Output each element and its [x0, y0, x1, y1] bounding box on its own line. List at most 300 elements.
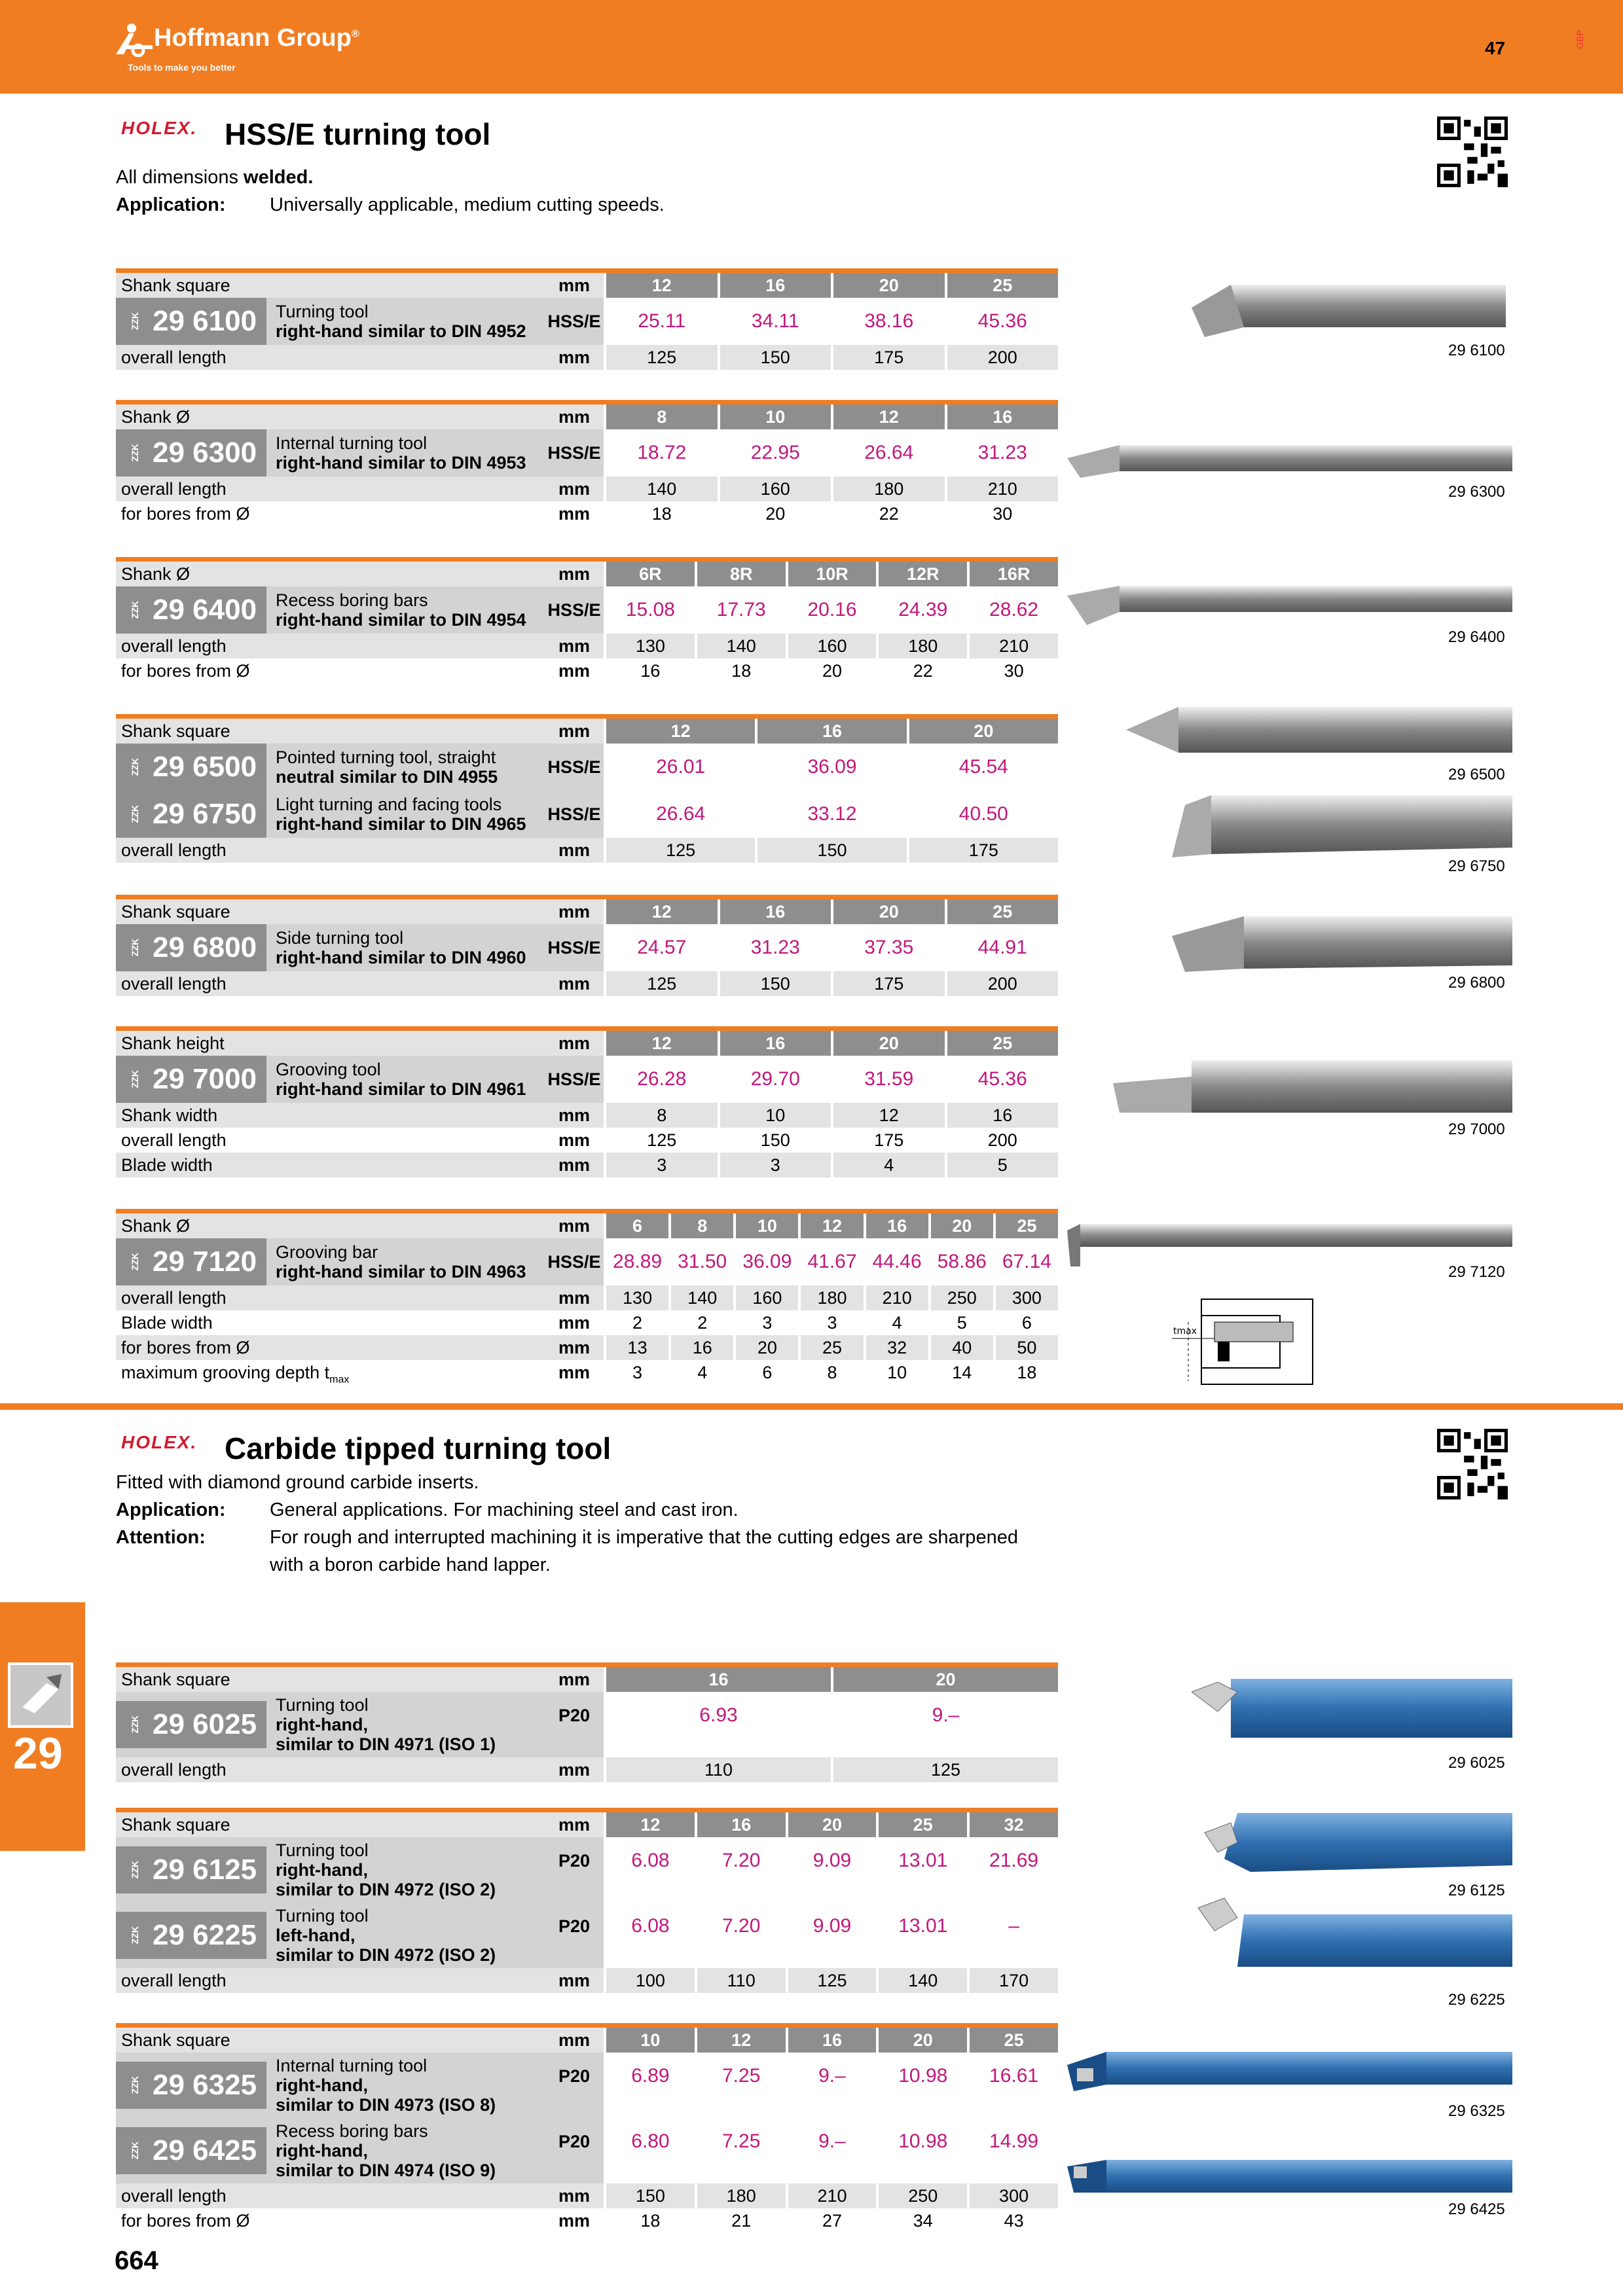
row-unit: mm [558, 2186, 590, 2206]
row-label: overall length [121, 840, 227, 860]
article-row[interactable] [116, 924, 1058, 971]
size-cell: 25 [967, 2028, 1058, 2053]
price-cell: 26.64 [604, 791, 755, 838]
row-label: for bores from Ø [121, 2211, 250, 2231]
carbide-turning-tool-image [1198, 1806, 1512, 1878]
price-cell: 25.11 [604, 298, 718, 345]
row-label: for bores from Ø [121, 661, 250, 681]
article-caption: 29 6400 [1448, 628, 1505, 646]
value-cell: 5 [928, 1310, 993, 1335]
table-row [116, 476, 1058, 501]
qr-code-icon[interactable] [1437, 1429, 1508, 1499]
size-cell: 12 [604, 719, 755, 744]
chapter-number: 29 [13, 1729, 63, 1778]
price-cell: 31.23 [718, 924, 831, 971]
value-cell: 3 [604, 1153, 718, 1177]
section-title: Carbide tipped turning tool [225, 1431, 611, 1465]
price-cell: 7.20 [695, 1903, 786, 1968]
price-cell: 41.67 [798, 1238, 863, 1285]
size-cell: 16 [718, 899, 831, 924]
article-description: Grooving tool right-hand similar to DIN 4961 [276, 1060, 526, 1099]
row-label: Shank square [121, 276, 230, 295]
value-cell: 43 [967, 2208, 1058, 2233]
size-cell: 20 [831, 1667, 1058, 1692]
size-cell: 12 [604, 1031, 718, 1056]
material-grade: HSS/E [547, 600, 601, 620]
article-info [116, 1238, 545, 1285]
price-cell: 38.16 [831, 298, 945, 345]
table-row [116, 1310, 1058, 1335]
price-cell: 67.14 [993, 1238, 1058, 1285]
value-cell: 210 [786, 2183, 877, 2208]
price-cell: 24.57 [604, 924, 718, 971]
price-cell: 37.35 [831, 924, 945, 971]
size-cell: 25 [993, 1213, 1058, 1238]
holex-logo: HOLEX. [121, 118, 198, 138]
size-cell: 16 [604, 1667, 831, 1692]
intro-field: Application: Universally applicable, medium cutting speeds. [116, 194, 665, 215]
price-cell: 45.36 [945, 1056, 1059, 1103]
light-turning-tool-image [1172, 792, 1512, 861]
row-unit: mm [558, 1363, 590, 1382]
qr-code-icon[interactable] [1437, 117, 1508, 187]
article-caption: 29 6800 [1448, 974, 1505, 992]
row-label: Shank square [121, 2030, 230, 2050]
value-cell: 125 [831, 1757, 1058, 1782]
article-number[interactable]: ZZK 29 6425 [116, 2127, 266, 2174]
row-label: overall length [121, 636, 227, 656]
row-unit: mm [558, 564, 590, 584]
article-number[interactable]: ZZK 29 7120 [116, 1238, 266, 1285]
article-info [116, 791, 545, 838]
price-cell: 45.54 [907, 744, 1058, 791]
value-cell: 300 [993, 1285, 1058, 1310]
article-description: Side turning tool right-hand similar to DIN 4960 [276, 928, 526, 967]
value-cell: 10 [718, 1103, 831, 1128]
grooving-bar-image [1067, 1217, 1512, 1266]
price-cell: 29.70 [718, 1056, 831, 1103]
article-caption: 29 6325 [1448, 2102, 1505, 2120]
row-unit: mm [558, 1313, 590, 1333]
value-cell: 18 [695, 658, 786, 683]
article-number[interactable]: ZZK 29 6100 [116, 298, 266, 345]
value-cell: 30 [945, 501, 1059, 526]
article-row[interactable] [116, 586, 1058, 634]
value-cell: 175 [831, 1128, 945, 1153]
article-caption: 29 6100 [1448, 342, 1505, 359]
table-row [116, 1128, 1058, 1153]
value-cell: 20 [718, 501, 831, 526]
turning-tool-image [1152, 275, 1506, 340]
value-cell: 18 [993, 1360, 1058, 1385]
language-code: GBP [1574, 29, 1585, 49]
value-cell: 200 [945, 1128, 1059, 1153]
table-header-row [116, 719, 1058, 744]
carbide-turning-tool-left-image [1192, 1895, 1512, 1970]
value-cell: 32 [864, 1335, 928, 1360]
size-cell: 16 [695, 1812, 786, 1837]
value-cell: 140 [604, 476, 718, 501]
price-cell: 6.93 [604, 1692, 831, 1757]
article-info [116, 586, 545, 634]
price-cell: 10.98 [876, 2053, 967, 2118]
value-cell: 4 [668, 1360, 733, 1385]
value-cell: 2 [604, 1310, 668, 1335]
price-cell: 16.61 [967, 2053, 1058, 2118]
article-row[interactable] [116, 791, 1058, 838]
size-cell: 25 [945, 899, 1059, 924]
price-cell: 28.89 [604, 1238, 668, 1285]
table-row [116, 838, 1058, 863]
table-header-row [116, 1213, 1058, 1238]
size-cell: 16 [864, 1213, 928, 1238]
article-row[interactable] [116, 1238, 1058, 1285]
row-unit: mm [558, 276, 590, 295]
size-cell: 12 [604, 273, 718, 298]
row-unit: mm [558, 1105, 590, 1125]
material-grade: P20 [558, 1851, 591, 1871]
row-label: overall length [121, 1130, 227, 1150]
value-cell: 3 [798, 1310, 863, 1335]
value-cell: 140 [876, 1968, 967, 1993]
row-unit: mm [558, 974, 590, 994]
article-caption: 29 6300 [1448, 483, 1505, 501]
price-cell: 21.69 [967, 1837, 1058, 1903]
price-cell: 15.08 [604, 586, 695, 634]
value-cell: 16 [945, 1103, 1059, 1128]
value-cell: 160 [718, 476, 831, 501]
article-info [116, 429, 545, 476]
product-table [116, 1808, 1058, 1993]
table-row [116, 501, 1058, 526]
value-cell: 6 [733, 1360, 798, 1385]
value-cell: 150 [718, 1128, 831, 1153]
material-grade: HSS/E [547, 312, 601, 331]
article-row[interactable] [116, 1903, 1058, 1968]
material-grade: HSS/E [547, 1069, 601, 1089]
price-cell: 9.– [786, 2053, 877, 2118]
row-label: for bores from Ø [121, 1338, 250, 1357]
size-cell: 20 [907, 719, 1058, 744]
article-row[interactable] [116, 1837, 1058, 1903]
size-cell: 20 [928, 1213, 993, 1238]
article-row[interactable] [116, 1056, 1058, 1103]
value-cell: 22 [876, 658, 967, 683]
size-cell: 12 [798, 1213, 863, 1238]
article-row[interactable] [116, 2118, 1058, 2183]
table-header-row [116, 1667, 1058, 1692]
row-label: Shank Ø [121, 407, 191, 427]
value-cell: 175 [907, 838, 1058, 863]
price-cell: 31.59 [831, 1056, 945, 1103]
article-info [116, 1903, 545, 1968]
article-row[interactable] [116, 2053, 1058, 2118]
product-table [116, 557, 1058, 683]
size-cell: 20 [831, 1031, 945, 1056]
row-unit: mm [558, 1288, 590, 1308]
value-cell: 150 [718, 971, 831, 996]
row-label: Blade width [121, 1155, 213, 1175]
size-cell: 16R [967, 562, 1058, 586]
value-cell: 12 [831, 1103, 945, 1128]
value-cell: 10 [864, 1360, 928, 1385]
catalog-page-number: 47 [1485, 38, 1506, 58]
page-header [0, 0, 1623, 94]
article-number[interactable]: ZZK 29 6400 [116, 586, 266, 634]
value-cell: 6 [993, 1310, 1058, 1335]
carbide-turning-tool-image [1192, 1672, 1512, 1748]
value-cell: 3 [718, 1153, 831, 1177]
value-cell: 50 [993, 1335, 1058, 1360]
value-cell: 175 [831, 345, 945, 370]
size-cell: 12R [876, 562, 967, 586]
article-description: Grooving bar right-hand similar to DIN 4963 [276, 1242, 526, 1282]
article-caption: 29 6025 [1448, 1754, 1505, 1772]
row-label: overall length [121, 1760, 227, 1780]
value-cell: 4 [831, 1153, 945, 1177]
article-caption: 29 6225 [1448, 1991, 1505, 2009]
value-cell: 125 [786, 1968, 877, 1993]
price-cell: 26.28 [604, 1056, 718, 1103]
article-row[interactable] [116, 744, 1058, 791]
article-number[interactable]: ZZK 29 6300 [116, 429, 266, 476]
value-cell: 14 [928, 1360, 993, 1385]
price-cell: 44.91 [945, 924, 1059, 971]
table-header-row [116, 273, 1058, 298]
value-cell: 3 [604, 1360, 668, 1385]
material-grade: P20 [558, 1706, 591, 1725]
article-info [116, 924, 545, 971]
article-info [116, 1692, 545, 1757]
row-unit: mm [558, 1338, 590, 1357]
value-cell: 130 [604, 1285, 668, 1310]
row-unit: mm [558, 661, 590, 681]
row-label: overall length [121, 2186, 227, 2206]
intro-line: All dimensions welded. [116, 167, 314, 188]
article-description: Light turning and facing tools right-hand similar to DIN 4965 [276, 795, 526, 834]
size-cell: 12 [604, 1812, 695, 1837]
row-label: Shank width [121, 1105, 218, 1125]
value-cell: 20 [786, 658, 877, 683]
table-row [116, 1285, 1058, 1310]
row-label: Shank height [121, 1033, 225, 1053]
value-cell: 125 [604, 838, 755, 863]
value-cell: 8 [604, 1103, 718, 1128]
value-cell: 140 [695, 634, 786, 658]
value-cell: 18 [604, 2208, 695, 2233]
value-cell: 160 [786, 634, 877, 658]
size-cell: 10 [733, 1213, 798, 1238]
table-row [116, 634, 1058, 658]
value-cell: 2 [668, 1310, 733, 1335]
article-caption: 29 7120 [1448, 1263, 1505, 1281]
value-cell: 40 [928, 1335, 993, 1360]
price-cell: 18.72 [604, 429, 718, 476]
price-cell: 17.73 [695, 586, 786, 634]
holex-logo: HOLEX. [121, 1432, 198, 1452]
article-number[interactable]: ZZK 29 6025 [116, 1701, 266, 1748]
article-description: Recess boring bars right-hand similar to DIN 4954 [276, 590, 526, 630]
value-cell: 150 [755, 838, 906, 863]
size-cell: 25 [876, 1812, 967, 1837]
value-cell: 150 [604, 2183, 695, 2208]
article-number[interactable]: ZZK 29 6800 [116, 924, 266, 971]
row-unit: mm [558, 2211, 590, 2231]
row-label: Shank Ø [121, 564, 191, 584]
brand-tagline: Tools to make you better [128, 62, 236, 73]
table-row [116, 1103, 1058, 1128]
value-cell: 25 [798, 1335, 863, 1360]
row-label: maximum grooving depth $t_{max}$ [121, 1363, 350, 1385]
table-header-row [116, 562, 1058, 586]
section-divider [0, 1403, 1623, 1410]
product-table [116, 2023, 1058, 2233]
value-cell: 21 [695, 2208, 786, 2233]
price-cell: 13.01 [876, 1903, 967, 1968]
row-unit: mm [558, 1971, 590, 1990]
article-description: Internal turning tool right-hand, similar to DIN 4973 (ISO 8) [276, 2056, 496, 2115]
value-cell: 180 [831, 476, 945, 501]
row-label: overall length [121, 1288, 227, 1308]
intro-line: Fitted with diamond ground carbide inserts. [116, 1472, 479, 1493]
value-cell: 4 [864, 1310, 928, 1335]
size-cell: 10R [786, 562, 877, 586]
row-unit: mm [558, 721, 590, 741]
value-cell: 18 [604, 501, 718, 526]
row-label: overall length [121, 1971, 227, 1990]
material-grade: HSS/E [547, 443, 601, 463]
value-cell: 3 [733, 1310, 798, 1335]
value-cell: 125 [604, 1128, 718, 1153]
row-unit: mm [558, 1033, 590, 1053]
price-cell: 7.20 [695, 1837, 786, 1903]
carbide-internal-tool-image [1067, 2045, 1512, 2098]
price-cell: 10.98 [876, 2118, 967, 2183]
price-cell: 7.25 [695, 2118, 786, 2183]
article-info [116, 744, 545, 791]
row-label: Blade width [121, 1313, 213, 1333]
product-table [116, 1026, 1058, 1177]
article-caption: 29 6125 [1448, 1882, 1505, 1899]
value-cell: 210 [945, 476, 1059, 501]
brand-name: Hoffmann Group [154, 24, 352, 52]
value-cell: 30 [967, 658, 1058, 683]
turning-tool-chapter-icon [8, 1662, 73, 1728]
size-cell: 10 [718, 404, 831, 429]
price-cell: 58.86 [928, 1238, 993, 1285]
price-cell: 31.23 [945, 429, 1059, 476]
size-cell: 8R [695, 562, 786, 586]
article-info [116, 2118, 545, 2183]
product-table [116, 400, 1058, 526]
table-header-row [116, 1812, 1058, 1837]
value-cell: 160 [733, 1285, 798, 1310]
material-grade: HSS/E [547, 1252, 601, 1272]
product-table [116, 1209, 1058, 1385]
article-number[interactable]: ZZK 29 6125 [116, 1846, 266, 1893]
article-number[interactable]: ZZK 29 6750 [116, 791, 266, 838]
size-cell: 16 [945, 404, 1059, 429]
side-turning-tool-image [1172, 910, 1512, 978]
value-cell: 210 [967, 634, 1058, 658]
price-cell: 6.80 [604, 2118, 695, 2183]
article-description: Turning tool right-hand, similar to DIN 4972 (ISO 2) [276, 1840, 496, 1899]
product-table [116, 1662, 1058, 1782]
table-header-row [116, 1031, 1058, 1056]
size-cell: 16 [718, 1031, 831, 1056]
value-cell: 110 [695, 1968, 786, 1993]
price-cell: 28.62 [967, 586, 1058, 634]
row-label: Shank square [121, 902, 230, 922]
price-cell: 40.50 [907, 791, 1058, 838]
table-row [116, 1360, 1058, 1385]
article-number[interactable]: ZZK 29 6325 [116, 2062, 266, 2109]
value-cell: 180 [695, 2183, 786, 2208]
row-label: overall length [121, 479, 227, 499]
price-cell: 9.09 [786, 1837, 877, 1903]
row-unit: mm [558, 348, 590, 367]
article-description: Pointed turning tool, straight neutral similar to DIN 4955 [276, 747, 498, 787]
size-cell: 8 [668, 1213, 733, 1238]
article-row[interactable] [116, 1692, 1058, 1757]
row-unit: mm [558, 1760, 590, 1780]
article-number[interactable]: ZZK 29 7000 [116, 1056, 266, 1103]
intro-field: Attention: For rough and interrupted machining it is imperative that the cutting edges are sharpened [116, 1527, 1018, 1548]
value-cell: 110 [604, 1757, 831, 1782]
table-header-row [116, 404, 1058, 429]
table-row [116, 1335, 1058, 1360]
value-cell: 16 [668, 1335, 733, 1360]
value-cell: 130 [604, 634, 695, 658]
price-cell: 9.– [786, 2118, 877, 2183]
row-unit: mm [558, 504, 590, 524]
price-cell: – [967, 1903, 1058, 1968]
row-label: Shank square [121, 1670, 230, 1689]
article-row[interactable] [116, 298, 1058, 345]
product-table [116, 268, 1058, 370]
article-info [116, 298, 545, 345]
article-info [116, 2053, 545, 2118]
value-cell: 27 [786, 2208, 877, 2233]
registered-mark: ® [351, 28, 359, 40]
recess-boring-bar-image [1067, 576, 1512, 628]
size-cell: 12 [604, 899, 718, 924]
section-intro [116, 1469, 1018, 1579]
value-cell: 150 [718, 345, 831, 370]
value-cell: 170 [967, 1968, 1058, 1993]
article-caption: 29 6750 [1448, 857, 1505, 875]
material-grade: P20 [558, 2132, 591, 2151]
article-description: Recess boring bars right-hand, similar to DIN 4974 (ISO 9) [276, 2121, 496, 2180]
row-unit: mm [558, 407, 590, 427]
price-cell: 26.64 [831, 429, 945, 476]
article-number[interactable]: ZZK 29 6225 [116, 1912, 266, 1959]
table-row [116, 658, 1058, 683]
row-unit: mm [558, 1130, 590, 1150]
price-cell: 7.25 [695, 2053, 786, 2118]
row-label: for bores from Ø [121, 504, 250, 524]
intro-field: with a boron carbide hand lapper. [270, 1554, 551, 1575]
price-cell: 26.01 [604, 744, 755, 791]
value-cell: 20 [733, 1335, 798, 1360]
article-number[interactable]: ZZK 29 6500 [116, 744, 266, 791]
value-cell: 16 [604, 658, 695, 683]
article-row[interactable] [116, 429, 1058, 476]
hoffmann-logo-icon [115, 23, 154, 57]
table-row [116, 2183, 1058, 2208]
price-cell: 31.50 [668, 1238, 733, 1285]
size-cell: 20 [876, 2028, 967, 2053]
